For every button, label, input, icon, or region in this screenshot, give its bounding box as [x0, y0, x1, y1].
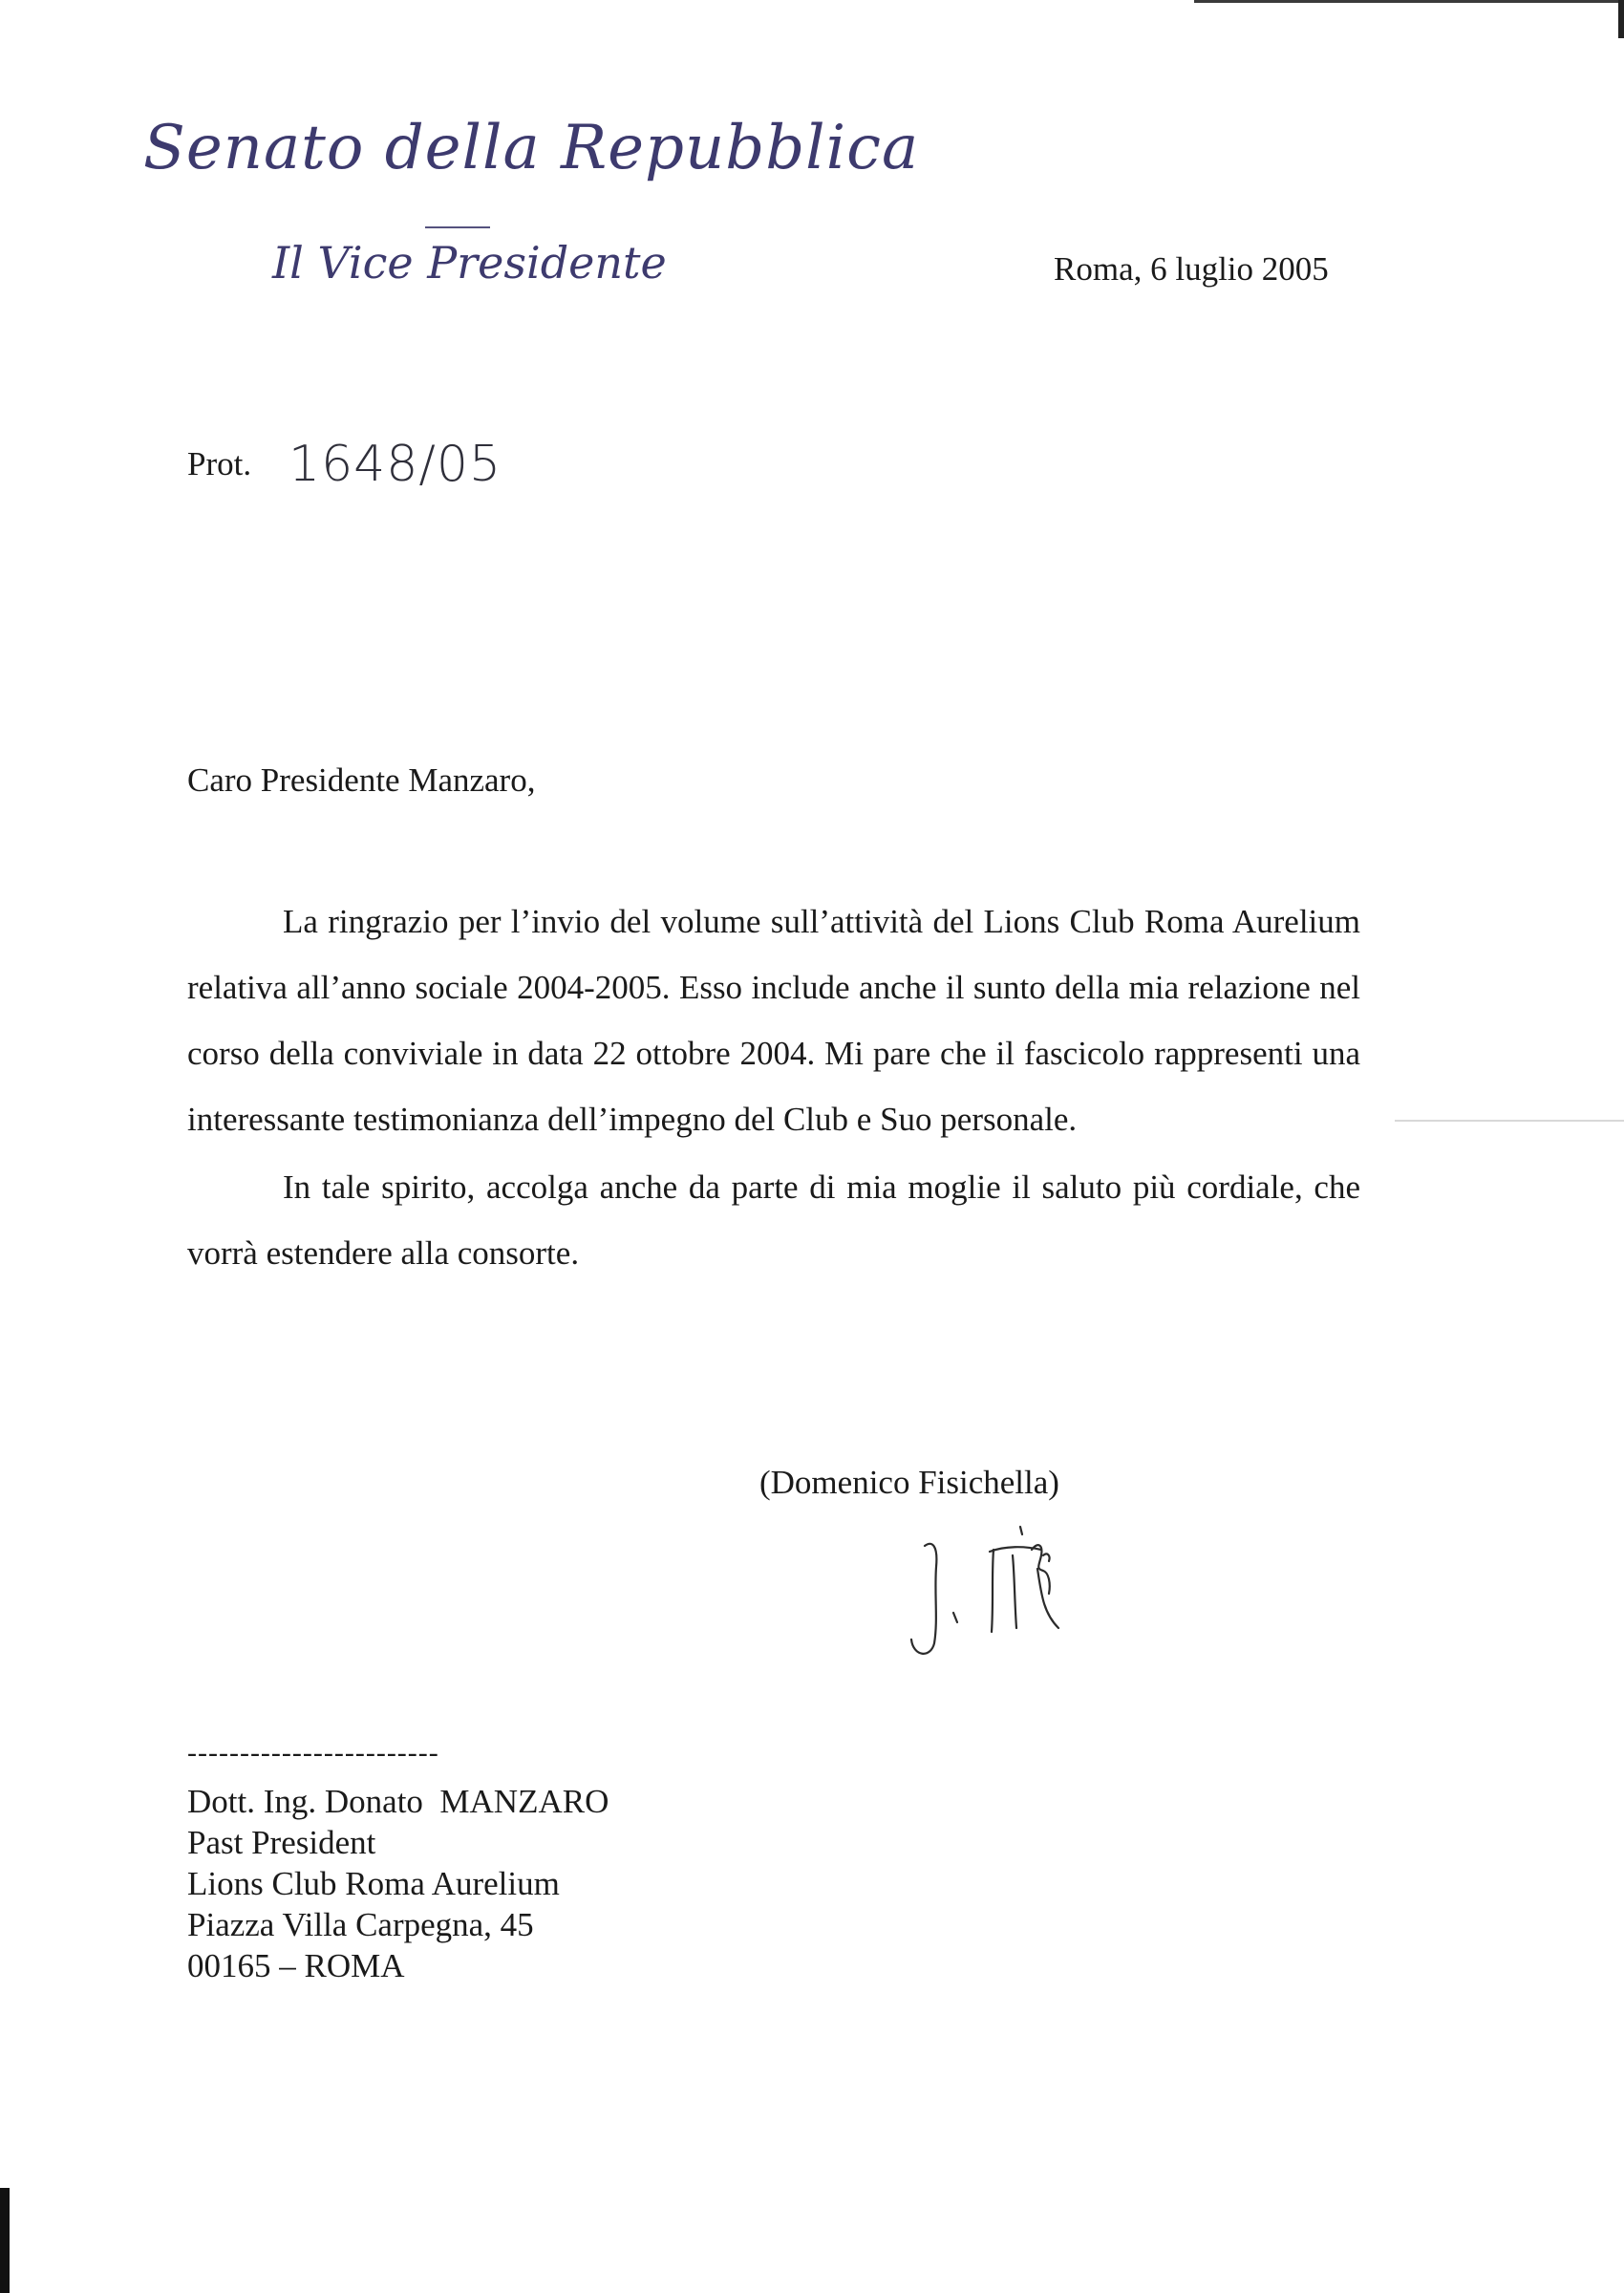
letterhead-office: Il Vice Presidente — [272, 237, 667, 289]
scan-artifact-line — [1395, 1120, 1624, 1122]
letter-date: Roma, 6 luglio 2005 — [1054, 250, 1329, 288]
recipient-title: Past President — [187, 1824, 376, 1861]
handwritten-signature — [898, 1517, 1089, 1661]
protocol-label: Prot. — [187, 445, 252, 482]
recipient-street: Piazza Villa Carpegna, 45 — [187, 1906, 534, 1943]
recipient-name: Dott. Ing. Donato MANZARO — [187, 1783, 609, 1820]
letterhead-institution: Senato della Repubblica — [143, 113, 920, 183]
scan-edge-top — [1194, 0, 1624, 3]
letterhead-divider — [425, 226, 490, 228]
recipient-city: 00165 – ROMA — [187, 1947, 405, 1984]
recipient-organization: Lions Club Roma Aurelium — [187, 1865, 560, 1902]
protocol-number: 1648/05 — [288, 436, 502, 493]
recipient-address — [187, 1781, 609, 1986]
body-paragraph-2: In tale spirito, accolga anche da parte di mia moglie il saluto più cordiale, che vorrà estendere alla consorte. — [187, 1168, 1360, 1272]
scan-edge-left — [0, 2188, 10, 2293]
salutation: Caro Presidente Manzaro, — [187, 761, 536, 799]
separator-line: ------------------------ — [187, 1737, 439, 1768]
body-paragraph-1: La ringrazio per l’invio del volume sull’attività del Lions Club Roma Aurelium relativa all’anno sociale 2004-2005. Esso include anche il sunto della mia relazione nel corso della conviviale in data 22 ottobre 2004. Mi pare che il fascicolo rappresenti una interessante testimonianza dell’impegno del Club e Suo personale. — [187, 903, 1360, 1138]
sender-name: (Domenico Fisichella) — [759, 1464, 1059, 1501]
letter-body — [187, 889, 1360, 1286]
scan-edge-right — [1618, 0, 1624, 38]
